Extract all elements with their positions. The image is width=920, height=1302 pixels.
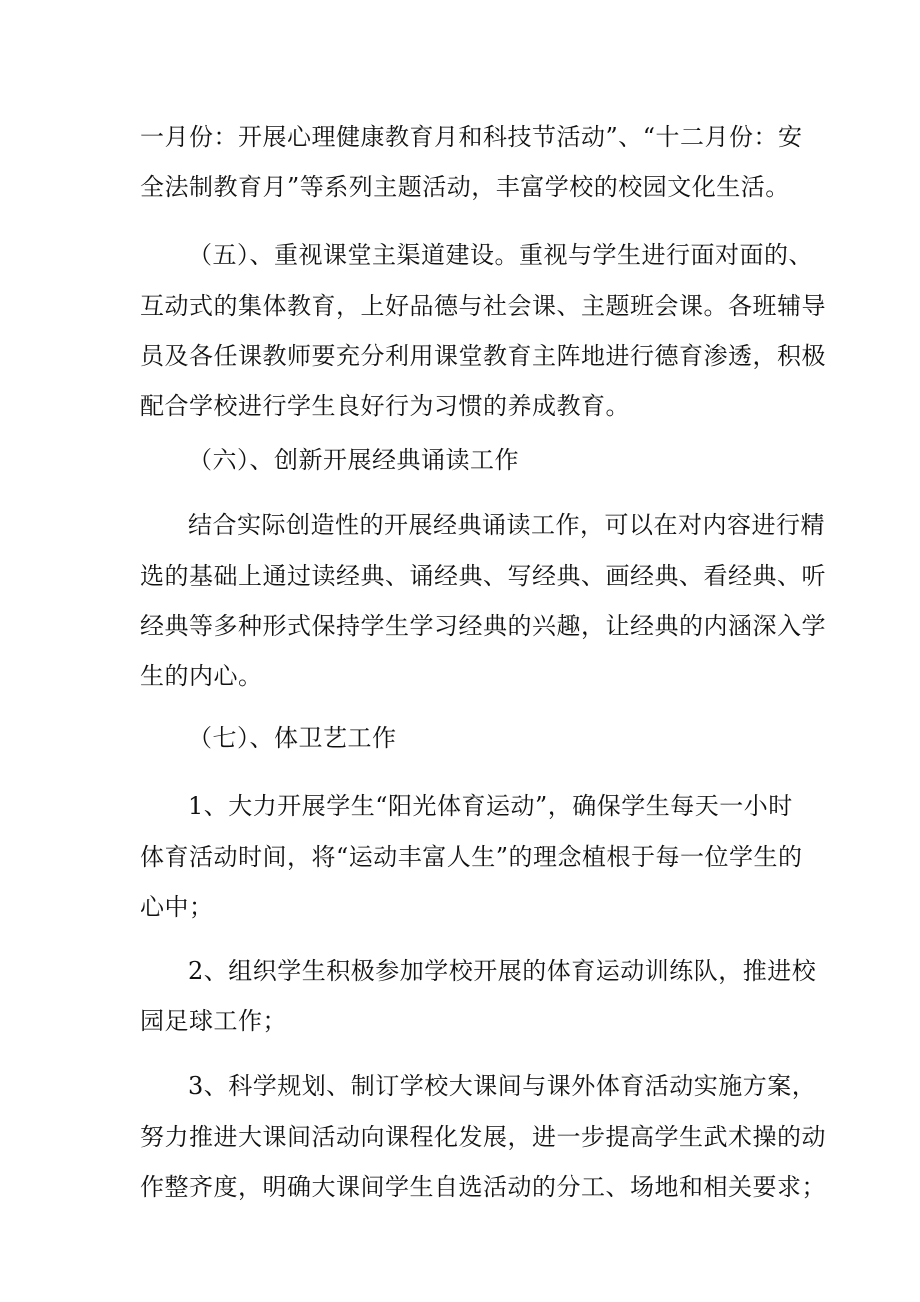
paragraph-line: 生的内心。	[140, 662, 263, 690]
paragraph-line: 作整齐度，明确大课间学生自选活动的分工、场地和相关要求；	[140, 1173, 826, 1201]
paragraph-line: 互动式的集体教育，上好品德与社会课、主题班会课。各班辅导	[140, 292, 826, 320]
paragraph-line: 1、大力开展学生“阳光体育运动”，确保学生每天一小时	[188, 792, 793, 820]
paragraph-line: 3、科学规划、制订学校大课间与课外体育活动实施方案，	[188, 1072, 817, 1100]
paragraph-line: 员及各任课教师要充分利用课堂教育主阵地进行德育渗透，积极	[140, 342, 826, 370]
paragraph-line: 心中；	[140, 893, 214, 921]
paragraph-line: 一月份：开展心理健康教育月和科技节活动”、“十二月份：安	[140, 123, 803, 151]
paragraph-line: 经典等多种形式保持学生学习经典的兴趣，让经典的内涵深入学	[140, 612, 826, 640]
paragraph-line: 全法制教育月”等系列主题活动，丰富学校的校园文化生活。	[140, 173, 790, 201]
paragraph-line: 努力推进大课间活动向课程化发展，进一步提高学生武术操的动	[140, 1123, 826, 1151]
paragraph-line: 配合学校进行学生良好行为习惯的养成教育。	[140, 392, 630, 420]
paragraph-line: 2、组织学生积极参加学校开展的体育运动训练队，推进校	[188, 957, 817, 985]
paragraph-line: 体育活动时间，将“运动丰富人生”的理念植根于每一位学生的	[140, 843, 803, 871]
paragraph-line: （五）、重视课堂主渠道建设。重视与学生进行面对面的、	[188, 241, 813, 269]
paragraph-line: 结合实际创造性的开展经典诵读工作，可以在对内容进行精	[188, 511, 825, 539]
section-heading: （六）、创新开展经典诵读工作	[188, 446, 519, 474]
paragraph-line: 园足球工作；	[140, 1007, 287, 1035]
section-heading: （七）、体卫艺工作	[188, 724, 397, 752]
paragraph-line: 选的基础上通过读经典、诵经典、写经典、画经典、看经典、听	[140, 562, 826, 590]
